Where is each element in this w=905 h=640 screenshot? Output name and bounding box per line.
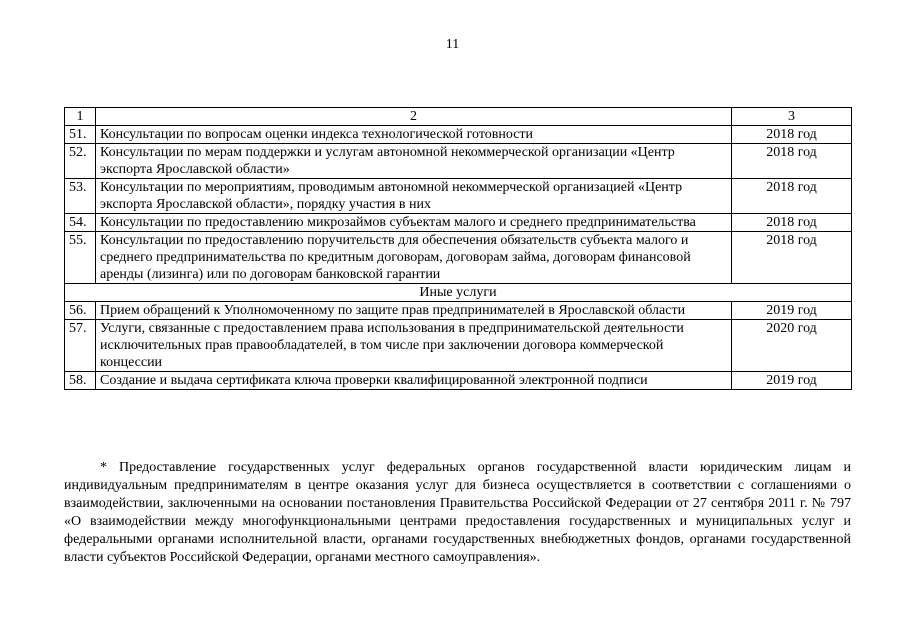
footnote: * Предоставление государственных услуг федеральных органов государственной власти юридическим лицам и индивидуальным предпринимателям в центре оказания услуг для бизнеса осуществляется в соответствии с соглашениями о взаимодействии, заключенными на основании постановления Правительства Российской Федерации от 27 сентября 2011 г. № 797 «О взаимодействии между многофункциональными центрами предоставления государственных и муниципальных услуг и федеральными органами исполнительной власти, органами государственных внебюджетных фондов, органами государственной власти субъектов Российской Федерации, органами местного самоуправления».: [64, 460, 851, 565]
table-row: [65, 302, 852, 320]
table-row: [65, 320, 852, 372]
section-row: [65, 284, 852, 302]
page-number: 11: [445, 37, 460, 52]
row-service: Консультации по предоставлению поручительств для обеспечения обязательств субъекта малого и среднего предпринимательства по кредитным договорам, договорам займа, договорам финансовой аренды (лизинга) или по договорам банковской гарантии: [96, 232, 732, 284]
table-row: [65, 144, 852, 179]
row-number: 53.: [65, 179, 96, 214]
table-row: [65, 214, 852, 232]
row-year: 2018 год: [732, 179, 852, 214]
table-row: [65, 126, 852, 144]
row-year: 2018 год: [732, 232, 852, 284]
table-row: [65, 179, 852, 214]
table-row: [65, 232, 852, 284]
column-header-number: 1: [65, 108, 96, 126]
row-number: 56.: [65, 302, 96, 320]
table-header-row: [65, 108, 852, 126]
column-header-year: 3: [732, 108, 852, 126]
row-service: Услуги, связанные с предоставлением права использования в предпринимательской деятельности исключительных прав правообладателей, в том числе при заключении договора коммерческой концессии: [96, 320, 732, 372]
row-year: 2018 год: [732, 214, 852, 232]
row-number: 51.: [65, 126, 96, 144]
row-service: Прием обращений к Уполномоченному по защите прав предпринимателей в Ярославской области: [96, 302, 732, 320]
row-number: 54.: [65, 214, 96, 232]
row-service: Создание и выдача сертификата ключа проверки квалифицированной электронной подписи: [96, 372, 732, 390]
row-number: 57.: [65, 320, 96, 372]
row-year: 2019 год: [732, 302, 852, 320]
row-year: 2020 год: [732, 320, 852, 372]
row-number: 52.: [65, 144, 96, 179]
row-year: 2018 год: [732, 144, 852, 179]
row-service: Консультации по вопросам оценки индекса технологической готовности: [96, 126, 732, 144]
column-header-service: 2: [96, 108, 732, 126]
row-year: 2019 год: [732, 372, 852, 390]
services-table: [64, 107, 852, 390]
row-service: Консультации по предоставлению микрозаймов субъектам малого и среднего предпринимательства: [96, 214, 732, 232]
row-number: 55.: [65, 232, 96, 284]
row-service: Консультации по мероприятиям, проводимым автономной некоммерческой организацией «Центр экспорта Ярославской области», порядку участия в них: [96, 179, 732, 214]
table-row: [65, 372, 852, 390]
row-number: 58.: [65, 372, 96, 390]
section-title: Иные услуги: [65, 284, 852, 302]
row-service: Консультации по мерам поддержки и услугам автономной некоммерческой организации «Центр экспорта Ярославской области»: [96, 144, 732, 179]
row-year: 2018 год: [732, 126, 852, 144]
